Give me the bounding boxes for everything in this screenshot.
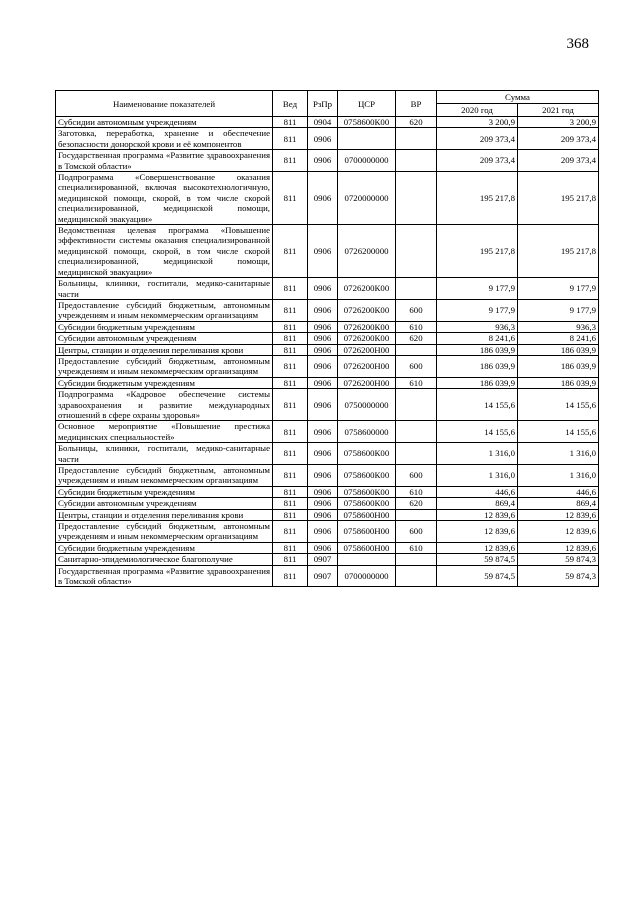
row-amount-2021: 446,6 — [518, 486, 599, 497]
table-row — [56, 172, 599, 225]
row-amount-2020: 59 874,5 — [437, 554, 518, 565]
row-amount-2020: 3 200,9 — [437, 117, 518, 128]
row-name: Больницы, клиники, госпитали, медико-санитарные части — [56, 278, 273, 300]
row-ved: 811 — [273, 498, 308, 509]
row-amount-2021: 209 373,4 — [518, 128, 599, 150]
row-rzpr: 0906 — [308, 344, 338, 355]
row-csr: 0758600К00 — [338, 486, 396, 497]
row-amount-2020: 14 155,6 — [437, 389, 518, 421]
row-csr: 0700000000 — [338, 565, 396, 587]
row-vr — [396, 389, 437, 421]
row-rzpr: 0906 — [308, 299, 338, 321]
row-amount-2020: 195 217,8 — [437, 225, 518, 278]
row-csr: 0726200000 — [338, 225, 396, 278]
row-amount-2020: 9 177,9 — [437, 299, 518, 321]
row-name: Предоставление субсидий бюджетным, автономным учреждениям и иным некоммерческим организациям — [56, 299, 273, 321]
row-csr: 0758600К00 — [338, 117, 396, 128]
row-amount-2020: 14 155,6 — [437, 421, 518, 443]
table-row — [56, 128, 599, 150]
row-amount-2021: 59 874,3 — [518, 554, 599, 565]
row-rzpr: 0906 — [308, 498, 338, 509]
row-csr: 0726200К00 — [338, 321, 396, 332]
row-vr — [396, 225, 437, 278]
row-ved: 811 — [273, 299, 308, 321]
row-amount-2020: 59 874,5 — [437, 565, 518, 587]
table-row — [56, 117, 599, 128]
row-csr: 0758600000 — [338, 421, 396, 443]
row-name: Центры, станции и отделения переливания крови — [56, 509, 273, 520]
row-rzpr: 0907 — [308, 565, 338, 587]
row-amount-2020: 186 039,9 — [437, 355, 518, 377]
row-name: Основное мероприятие «Повышение престижа медицинских специальностей» — [56, 421, 273, 443]
row-ved: 811 — [273, 389, 308, 421]
row-vr — [396, 150, 437, 172]
row-name: Ведомственная целевая программа «Повышение эффективности системы оказания специализированной медицинской помощи, скорой, в том числе скорой специализированной, медицинской помощи, медицинской эвакуации» — [56, 225, 273, 278]
table-row — [56, 509, 599, 520]
row-name: Подпрограмма «Кадровое обеспечение системы здравоохранения и развитие международных отношений в сфере охраны здоровья» — [56, 389, 273, 421]
row-vr: 600 — [396, 465, 437, 487]
row-ved: 811 — [273, 509, 308, 520]
row-ved: 811 — [273, 150, 308, 172]
row-amount-2020: 869,4 — [437, 498, 518, 509]
row-vr: 600 — [396, 355, 437, 377]
row-vr — [396, 172, 437, 225]
row-rzpr: 0906 — [308, 321, 338, 332]
row-name: Субсидии бюджетным учреждениям — [56, 542, 273, 553]
row-vr — [396, 344, 437, 355]
table-row — [56, 389, 599, 421]
table-row — [56, 565, 599, 587]
table-row — [56, 321, 599, 332]
header-ved: Вед — [273, 91, 308, 117]
row-name: Субсидии автономным учреждениям — [56, 498, 273, 509]
row-csr: 0726200К00 — [338, 278, 396, 300]
row-amount-2020: 9 177,9 — [437, 278, 518, 300]
row-csr — [338, 554, 396, 565]
row-ved: 811 — [273, 521, 308, 543]
row-ved: 811 — [273, 117, 308, 128]
row-amount-2021: 12 839,6 — [518, 521, 599, 543]
page-number: 368 — [566, 36, 589, 52]
row-vr — [396, 421, 437, 443]
header-vr: ВР — [396, 91, 437, 117]
row-rzpr: 0906 — [308, 421, 338, 443]
table-row — [56, 465, 599, 487]
row-name: Подпрограмма «Совершенствование оказания специализированной, включая высокотехнологичную, медицинской помощи, скорой, в том числе скорой специализированной, медицинской помощи, медицинской эвакуации» — [56, 172, 273, 225]
table-row — [56, 355, 599, 377]
row-ved: 811 — [273, 443, 308, 465]
row-amount-2021: 195 217,8 — [518, 172, 599, 225]
row-rzpr: 0904 — [308, 117, 338, 128]
row-amount-2021: 186 039,9 — [518, 355, 599, 377]
row-name: Санитарно-эпидемиологическое благополучие — [56, 554, 273, 565]
row-amount-2020: 12 839,6 — [437, 509, 518, 520]
row-amount-2021: 186 039,9 — [518, 344, 599, 355]
row-amount-2021: 9 177,9 — [518, 299, 599, 321]
row-ved: 811 — [273, 172, 308, 225]
row-amount-2021: 12 839,6 — [518, 509, 599, 520]
row-name: Государственная программа «Развитие здравоохранения в Томской области» — [56, 565, 273, 587]
row-vr: 610 — [396, 542, 437, 553]
row-amount-2020: 186 039,9 — [437, 344, 518, 355]
row-amount-2021: 3 200,9 — [518, 117, 599, 128]
table-row — [56, 521, 599, 543]
row-amount-2021: 14 155,6 — [518, 389, 599, 421]
header-year-2021: 2021 год — [518, 104, 599, 117]
row-rzpr: 0906 — [308, 355, 338, 377]
table-row — [56, 278, 599, 300]
row-name: Государственная программа «Развитие здравоохранения в Томской области» — [56, 150, 273, 172]
row-amount-2021: 195 217,8 — [518, 225, 599, 278]
header-sum: Сумма — [437, 91, 599, 104]
row-ved: 811 — [273, 377, 308, 388]
row-amount-2021: 209 373,4 — [518, 150, 599, 172]
table-row — [56, 377, 599, 388]
row-name: Больницы, клиники, госпитали, медико-санитарные части — [56, 443, 273, 465]
row-amount-2020: 209 373,4 — [437, 128, 518, 150]
row-csr: 0726200Н00 — [338, 344, 396, 355]
table-body — [56, 117, 599, 587]
row-ved: 811 — [273, 554, 308, 565]
row-csr: 0726200Н00 — [338, 377, 396, 388]
row-csr — [338, 128, 396, 150]
row-rzpr: 0906 — [308, 443, 338, 465]
row-vr — [396, 565, 437, 587]
table-row — [56, 498, 599, 509]
table-row — [56, 421, 599, 443]
row-vr: 620 — [396, 333, 437, 344]
row-ved: 811 — [273, 128, 308, 150]
header-rzpr: РзПр — [308, 91, 338, 117]
table-row — [56, 225, 599, 278]
row-csr: 0758600К00 — [338, 498, 396, 509]
table-row — [56, 333, 599, 344]
row-amount-2020: 1 316,0 — [437, 465, 518, 487]
row-amount-2020: 195 217,8 — [437, 172, 518, 225]
row-amount-2021: 1 316,0 — [518, 443, 599, 465]
row-vr — [396, 443, 437, 465]
row-amount-2021: 936,3 — [518, 321, 599, 332]
row-vr — [396, 128, 437, 150]
row-amount-2020: 12 839,6 — [437, 521, 518, 543]
row-vr: 610 — [396, 321, 437, 332]
row-csr: 0726200К00 — [338, 333, 396, 344]
row-csr: 0700000000 — [338, 150, 396, 172]
row-name: Предоставление субсидий бюджетным, автономным учреждениям и иным некоммерческим организациям — [56, 521, 273, 543]
row-name: Предоставление субсидий бюджетным, автономным учреждениям и иным некоммерческим организациям — [56, 465, 273, 487]
row-amount-2021: 14 155,6 — [518, 421, 599, 443]
row-csr: 0758600Н00 — [338, 542, 396, 553]
table-row — [56, 299, 599, 321]
row-vr — [396, 278, 437, 300]
row-ved: 811 — [273, 344, 308, 355]
row-csr: 0750000000 — [338, 389, 396, 421]
header-year-2020: 2020 год — [437, 104, 518, 117]
row-amount-2020: 186 039,9 — [437, 377, 518, 388]
row-amount-2020: 1 316,0 — [437, 443, 518, 465]
row-rzpr: 0906 — [308, 521, 338, 543]
row-name: Заготовка, переработка, хранение и обеспечение безопасности донорской крови и её компонентов — [56, 128, 273, 150]
header-csr: ЦСР — [338, 91, 396, 117]
row-rzpr: 0906 — [308, 128, 338, 150]
row-vr: 600 — [396, 299, 437, 321]
row-csr: 0758600Н00 — [338, 521, 396, 543]
row-rzpr: 0906 — [308, 542, 338, 553]
budget-table — [55, 90, 599, 587]
row-csr: 0758600Н00 — [338, 509, 396, 520]
row-ved: 811 — [273, 542, 308, 553]
row-amount-2021: 1 316,0 — [518, 465, 599, 487]
table-row — [56, 443, 599, 465]
row-rzpr: 0906 — [308, 465, 338, 487]
row-amount-2021: 9 177,9 — [518, 278, 599, 300]
row-ved: 811 — [273, 278, 308, 300]
row-rzpr: 0906 — [308, 333, 338, 344]
row-name: Субсидии бюджетным учреждениям — [56, 321, 273, 332]
row-amount-2020: 936,3 — [437, 321, 518, 332]
row-ved: 811 — [273, 486, 308, 497]
row-name: Субсидии автономным учреждениям — [56, 333, 273, 344]
row-name: Субсидии бюджетным учреждениям — [56, 486, 273, 497]
row-csr: 0720000000 — [338, 172, 396, 225]
row-amount-2021: 59 874,3 — [518, 565, 599, 587]
row-name: Предоставление субсидий бюджетным, автономным учреждениям и иным некоммерческим организациям — [56, 355, 273, 377]
row-vr: 620 — [396, 117, 437, 128]
row-amount-2020: 12 839,6 — [437, 542, 518, 553]
table-row — [56, 554, 599, 565]
row-ved: 811 — [273, 333, 308, 344]
row-vr: 600 — [396, 521, 437, 543]
row-rzpr: 0906 — [308, 172, 338, 225]
header-name: Наименование показателей — [56, 91, 273, 117]
row-vr: 610 — [396, 377, 437, 388]
row-vr: 620 — [396, 498, 437, 509]
row-csr: 0758600К00 — [338, 465, 396, 487]
row-vr — [396, 554, 437, 565]
row-name: Субсидии бюджетным учреждениям — [56, 377, 273, 388]
row-amount-2020: 8 241,6 — [437, 333, 518, 344]
row-csr: 0758600К00 — [338, 443, 396, 465]
row-vr — [396, 509, 437, 520]
row-name: Субсидии автономным учреждениям — [56, 117, 273, 128]
row-amount-2020: 209 373,4 — [437, 150, 518, 172]
row-rzpr: 0906 — [308, 389, 338, 421]
row-amount-2021: 8 241,6 — [518, 333, 599, 344]
row-amount-2021: 869,4 — [518, 498, 599, 509]
row-amount-2020: 446,6 — [437, 486, 518, 497]
table-row — [56, 542, 599, 553]
row-vr: 610 — [396, 486, 437, 497]
row-rzpr: 0906 — [308, 225, 338, 278]
row-ved: 811 — [273, 565, 308, 587]
row-csr: 0726200К00 — [338, 299, 396, 321]
row-rzpr: 0906 — [308, 486, 338, 497]
row-ved: 811 — [273, 225, 308, 278]
row-ved: 811 — [273, 355, 308, 377]
row-amount-2021: 186 039,9 — [518, 377, 599, 388]
row-amount-2021: 12 839,6 — [518, 542, 599, 553]
table-row — [56, 150, 599, 172]
row-rzpr: 0907 — [308, 554, 338, 565]
row-csr: 0726200Н00 — [338, 355, 396, 377]
row-ved: 811 — [273, 321, 308, 332]
row-rzpr: 0906 — [308, 509, 338, 520]
row-ved: 811 — [273, 421, 308, 443]
row-rzpr: 0906 — [308, 377, 338, 388]
row-rzpr: 0906 — [308, 150, 338, 172]
table-row — [56, 486, 599, 497]
row-ved: 811 — [273, 465, 308, 487]
row-name: Центры, станции и отделения переливания крови — [56, 344, 273, 355]
row-rzpr: 0906 — [308, 278, 338, 300]
table-row — [56, 344, 599, 355]
